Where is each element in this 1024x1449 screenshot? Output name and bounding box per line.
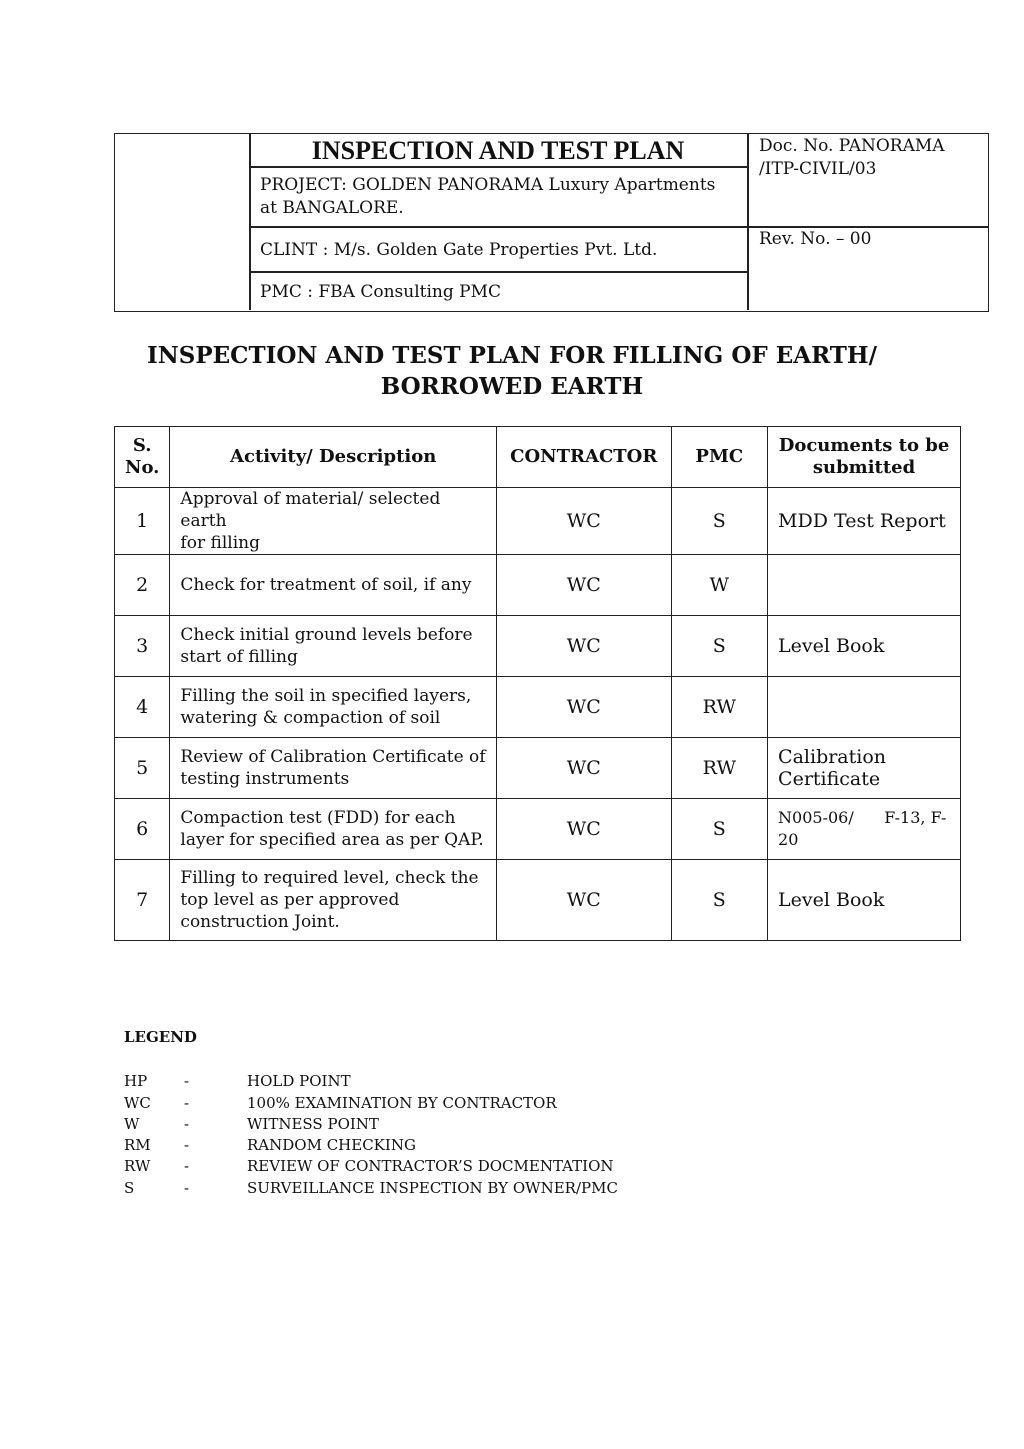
- row-pmc: W: [671, 555, 767, 616]
- rev-no: Rev. No. – 00: [759, 229, 872, 249]
- table-row: [115, 677, 961, 738]
- project-line-2: at BANGALORE.: [260, 198, 404, 218]
- document-title-line-2: BORROWED EARTH: [380, 373, 644, 400]
- row-activity: Check for treatment of soil, if any: [170, 555, 497, 616]
- itp-title: INSPECTION AND TEST PLAN: [311, 136, 685, 165]
- row-sno: 5: [115, 738, 170, 799]
- documents-line: N005-06/ F-13, F-: [778, 808, 947, 827]
- row-documents: [768, 738, 961, 799]
- row-activity: [170, 616, 497, 677]
- legend-item: [124, 1071, 618, 1092]
- activity-line: Approval of material/ selected earth: [180, 489, 441, 531]
- row-documents: [768, 555, 961, 616]
- activity-line: Filling to required level, check the: [180, 868, 479, 888]
- legend-key: S: [124, 1178, 135, 1197]
- activity-line: Review of Calibration Certificate of: [180, 747, 486, 767]
- table-row: [115, 860, 961, 941]
- row-contractor: WC: [496, 799, 671, 860]
- row-sno: 1: [115, 488, 170, 555]
- sno-header: [115, 427, 170, 488]
- table-row: [115, 738, 961, 799]
- legend-key: RM: [124, 1136, 151, 1155]
- table-header-row: [115, 427, 961, 488]
- row-documents: [768, 799, 961, 860]
- documents-header-line-2: submitted: [812, 457, 916, 478]
- row-sno: 2: [115, 555, 170, 616]
- legend-key: HP: [124, 1072, 148, 1091]
- pmc-name: PMC : FBA Consulting PMC: [260, 282, 502, 302]
- contractor-header: CONTRACTOR: [496, 427, 671, 488]
- legend-description: RANDOM CHECKING: [247, 1136, 416, 1155]
- activity-line: for filling: [180, 533, 260, 553]
- legend-item: [124, 1093, 618, 1114]
- row-pmc: S: [671, 860, 767, 941]
- documents-line: Calibration: [778, 746, 887, 768]
- legend-item: [124, 1156, 618, 1177]
- row-pmc: S: [671, 488, 767, 555]
- row-activity: [170, 860, 497, 941]
- sno-header-line-1: S.: [132, 435, 152, 456]
- table-row: [115, 616, 961, 677]
- activity-line: start of filling: [180, 647, 298, 667]
- row-activity: [170, 738, 497, 799]
- row-contractor: WC: [496, 555, 671, 616]
- row-sno: 6: [115, 799, 170, 860]
- activity-line: top level as per approved: [180, 890, 400, 910]
- legend-dash: -: [184, 1178, 190, 1197]
- documents-header-line-1: Documents to be: [778, 435, 950, 456]
- legend-description: SURVEILLANCE INSPECTION BY OWNER/PMC: [247, 1178, 618, 1197]
- activity-line: layer for specified area as per QAP.: [180, 830, 484, 850]
- row-contractor: WC: [496, 860, 671, 941]
- table-row: [115, 799, 961, 860]
- document-title: [0, 340, 1024, 402]
- row-contractor: WC: [496, 677, 671, 738]
- activity-header: Activity/ Description: [170, 427, 497, 488]
- activity-line: Check initial ground levels before: [180, 625, 473, 645]
- activity-line: Compaction test (FDD) for each: [180, 808, 456, 828]
- row-pmc: S: [671, 799, 767, 860]
- legend-item: [124, 1178, 618, 1199]
- row-activity: [170, 488, 497, 555]
- documents-header: [768, 427, 961, 488]
- activity-line: watering & compaction of soil: [180, 708, 441, 728]
- row-pmc: S: [671, 616, 767, 677]
- legend-dash: -: [184, 1072, 190, 1091]
- row-sno: 3: [115, 616, 170, 677]
- row-pmc: RW: [671, 738, 767, 799]
- row-activity: [170, 677, 497, 738]
- sno-header-line-2: No.: [125, 457, 160, 478]
- doc-no-line-1: Doc. No. PANORAMA: [759, 136, 945, 156]
- legend-dash: -: [184, 1157, 190, 1176]
- row-documents: [768, 677, 961, 738]
- table-row: [115, 488, 961, 555]
- table-row: [115, 555, 961, 616]
- legend-dash: -: [184, 1093, 190, 1112]
- row-documents: Level Book: [768, 860, 961, 941]
- activity-line: testing instruments: [180, 769, 350, 789]
- legend-description: 100% EXAMINATION BY CONTRACTOR: [247, 1093, 557, 1112]
- row-pmc: RW: [671, 677, 767, 738]
- row-documents: MDD Test Report: [768, 488, 961, 555]
- project-line-1: PROJECT: GOLDEN PANORAMA Luxury Apartments: [260, 175, 716, 195]
- legend-key: W: [124, 1114, 140, 1133]
- row-sno: 4: [115, 677, 170, 738]
- documents-line: 20: [778, 830, 799, 849]
- legend-item: [124, 1135, 618, 1156]
- legend-description: WITNESS POINT: [247, 1114, 379, 1133]
- legend-description: HOLD POINT: [247, 1072, 351, 1091]
- legend: [124, 1027, 618, 1199]
- document-title-line-1: INSPECTION AND TEST PLAN FOR FILLING OF EARTH/: [146, 342, 878, 369]
- legend-description: REVIEW OF CONTRACTOR’S DOCMENTATION: [247, 1157, 614, 1176]
- itp-table: [114, 426, 961, 941]
- legend-key: RW: [124, 1157, 151, 1176]
- legend-dash: -: [184, 1136, 190, 1155]
- header-block: [114, 133, 989, 312]
- client-name: CLINT : M/s. Golden Gate Properties Pvt. Ltd.: [260, 240, 658, 260]
- legend-item: [124, 1114, 618, 1135]
- activity-line: construction Joint.: [180, 912, 340, 932]
- legend-title: LEGEND: [124, 1028, 197, 1046]
- activity-line: Filling the soil in specified layers,: [180, 686, 472, 706]
- row-activity: [170, 799, 497, 860]
- pmc-header: PMC: [671, 427, 767, 488]
- row-contractor: WC: [496, 488, 671, 555]
- row-documents: Level Book: [768, 616, 961, 677]
- documents-line: Certificate: [778, 768, 881, 790]
- row-contractor: WC: [496, 738, 671, 799]
- row-sno: 7: [115, 860, 170, 941]
- legend-key: WC: [124, 1093, 151, 1112]
- row-contractor: WC: [496, 616, 671, 677]
- doc-no-line-2: /ITP-CIVIL/03: [759, 159, 877, 179]
- legend-dash: -: [184, 1114, 190, 1133]
